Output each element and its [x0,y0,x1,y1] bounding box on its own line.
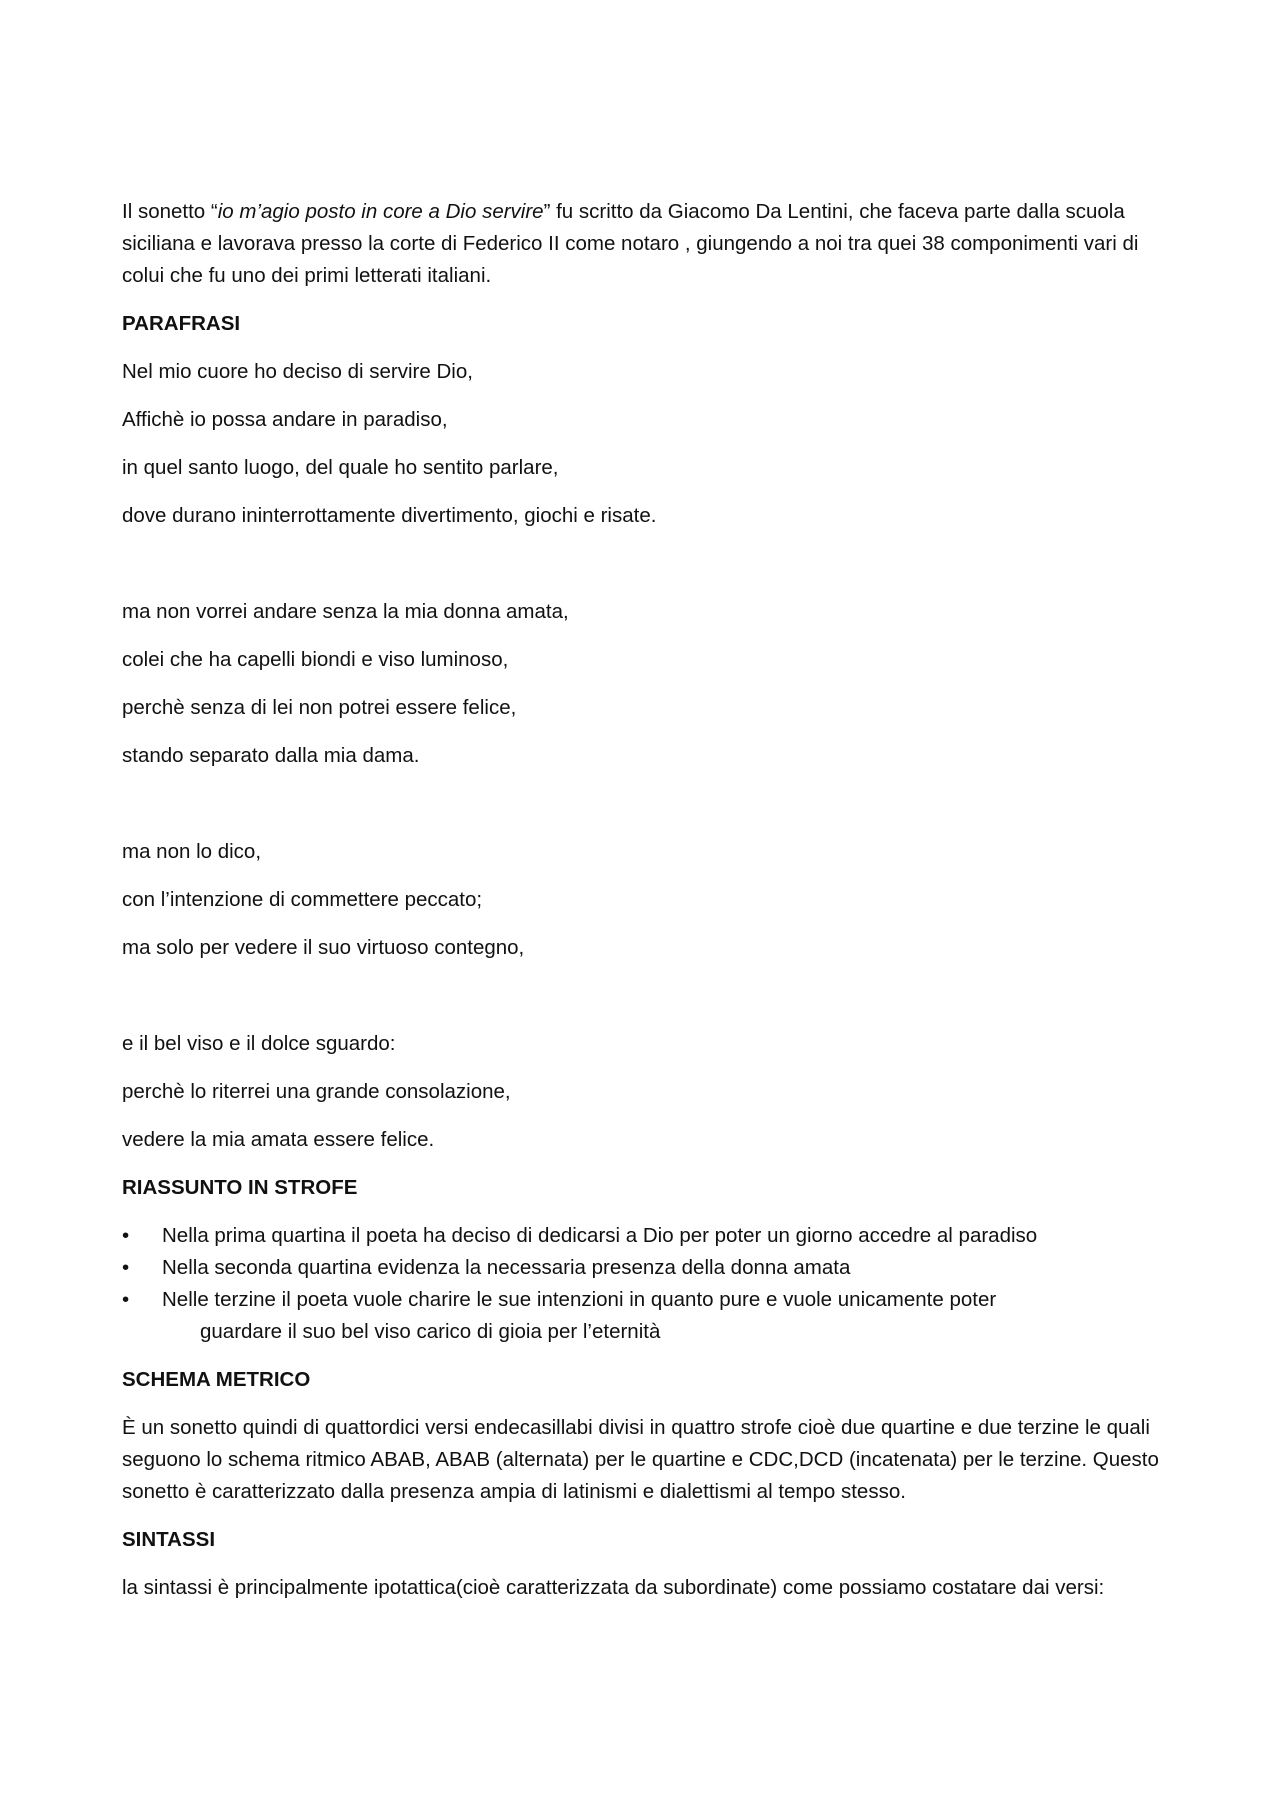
verse-line: perchè lo riterrei una grande consolazione, [122,1080,511,1103]
verse-line: dove durano ininterrottamente divertimento, giochi e risate. [122,504,657,527]
sonnet-title: io m’agio posto in core a Dio servire [217,200,544,223]
list-item-text: Nella seconda quartina evidenza la necessaria presenza della donna amata [162,1256,851,1279]
stanza-gap [122,980,1162,1028]
heading-parafrasi: PARAFRASI [122,312,241,335]
verse-line: ma non vorrei andare senza la mia donna amata, [122,600,569,623]
heading-riassunto: RIASSUNTO IN STROFE [122,1176,358,1199]
verse-line: colei che ha capelli biondi e viso luminoso, [122,648,509,671]
verse-line: con l’intenzione di commettere peccato; [122,888,483,911]
list-item-continuation: guardare il suo bel viso carico di gioia per l’eternità [200,1320,661,1343]
verse-line: perchè senza di lei non potrei essere felice, [122,696,517,719]
schema-paragraph: È un sonetto quindi di quattordici versi endecasillabi divisi in quattro strofe cioè due quartine e due terzine le quali seguono lo schema ritmico ABAB, ABAB (alternata) per le quartine e CDC,DCD (incatenata) per le terzine. Questo sonetto è caratterizzato dalla presenza ampia di latinismi e dialettismi al tempo stesso. [122,1416,1159,1503]
verse-line: ma non lo dico, [122,840,262,863]
bullet-icon: • [122,1288,130,1311]
heading-schema-metrico: SCHEMA METRICO [122,1368,311,1391]
intro-paragraph [122,196,1162,292]
list-item [122,1284,1162,1348]
bullet-icon: • [122,1256,130,1279]
heading-sintassi: SINTASSI [122,1528,216,1551]
verse-line: ma solo per vedere il suo virtuoso contegno, [122,936,525,959]
list-item-text: Nelle terzine il poeta vuole charire le sue intenzioni in quanto pure e vuole unicamente poter [162,1288,997,1311]
bullet-icon: • [122,1224,130,1247]
list-item [122,1220,1162,1252]
sintassi-paragraph: la sintassi è principalmente ipotattica(cioè caratterizzata da subordinate) come possiamo costatare dai versi: [122,1576,1105,1599]
list-item-text: Nella prima quartina il poeta ha deciso di dedicarsi a Dio per poter un giorno accedre al paradiso [162,1224,1038,1247]
verse-line: e il bel viso e il dolce sguardo: [122,1032,396,1055]
verse-line: Nel mio cuore ho deciso di servire Dio, [122,360,473,383]
stanza-gap [122,788,1162,836]
verse-line: vedere la mia amata essere felice. [122,1128,435,1151]
intro-text-after: ” fu scritto da Giacomo Da Lentini, che faceva parte dalla scuola siciliana e lavorava presso la corte di Federico II come notaro , giungendo a noi tra quei 38 componimenti vari di colui che fu uno dei primi letterati italiani. [122,200,1139,287]
verse-line: in quel santo luogo, del quale ho sentito parlare, [122,456,559,479]
stanza-gap [122,548,1162,596]
verse-line: Affichè io possa andare in paradiso, [122,408,448,431]
verse-line: stando separato dalla mia dama. [122,744,420,767]
document-page [122,196,1162,1620]
intro-text-before: Il sonetto “ [122,200,218,223]
summary-list [122,1220,1162,1348]
list-item [122,1252,1162,1284]
